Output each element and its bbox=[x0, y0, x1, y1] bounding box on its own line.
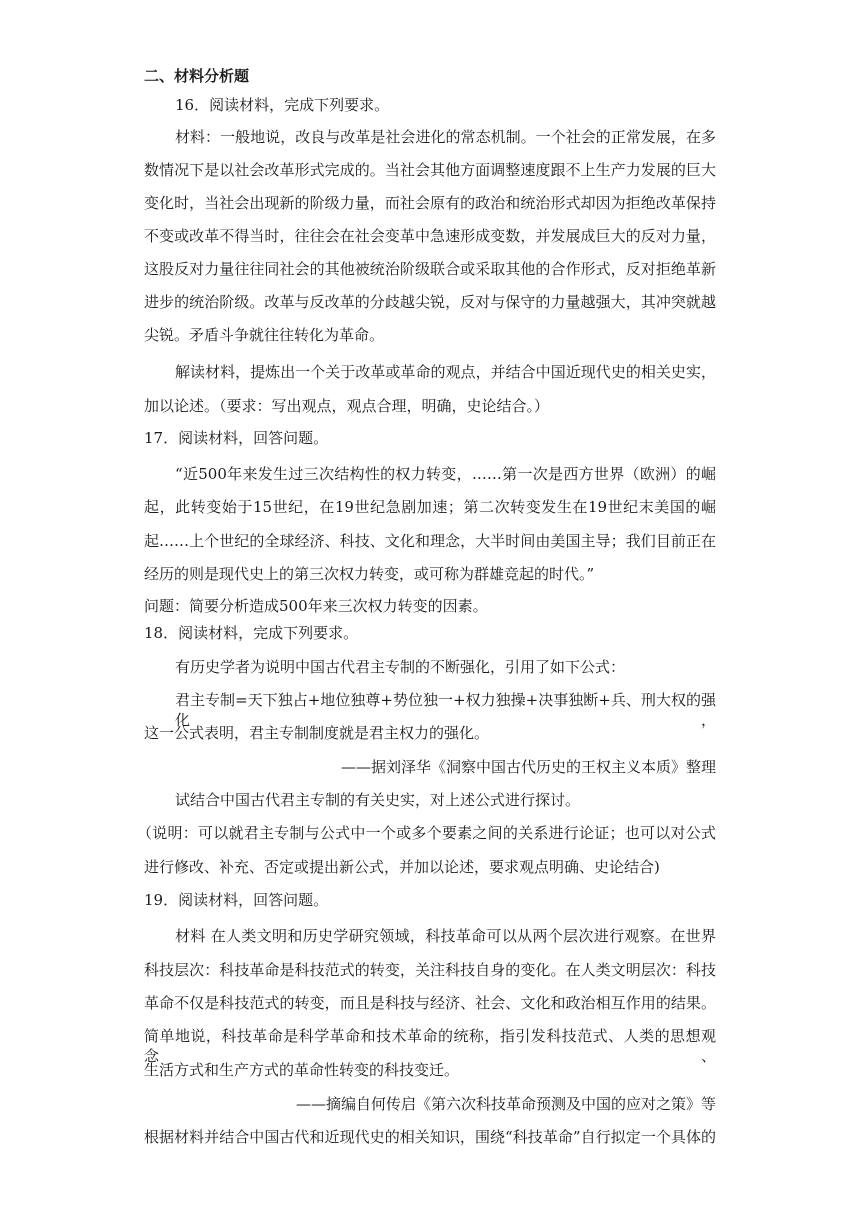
q16-task-line: 解读材料，提炼出一个关于改革或革命的观点，并结合中国近现代史的相关史实， bbox=[175, 363, 716, 381]
q17-material-line: 起……上个世纪的全球经济、科技、文化和理念，大半时间由美国主导；我们目前正在 bbox=[144, 532, 716, 550]
q19-source: ——摘编自何传启《第六次科技革命预测及中国的应对之策》等 bbox=[295, 1095, 716, 1113]
q16-material-line: 进步的统治阶级。改革与反改革的分歧越尖锐，反对与保守的力量越强大，其冲突就越 bbox=[144, 293, 716, 311]
q17-prompt: 17．阅读材料，回答问题。 bbox=[144, 429, 329, 447]
q16-material-line: 材料：一般地说，改良与改革是社会进化的常态机制。一个社会的正常发展，在多 bbox=[175, 128, 716, 146]
q17-material-line: “近500年来发生过三次结构性的权力转变，……第一次是西方世界（欧洲）的崛 bbox=[175, 465, 716, 483]
q19-material-line: 简单地说，科技革命是科学革命和技术革命的统称，指引发科技范式、人类的思想观念、 bbox=[144, 1027, 716, 1065]
section-heading: 二、材料分析题 bbox=[144, 67, 250, 85]
q16-material-line: 变化时，当社会出现新的阶级力量，而社会原有的政治和统治形式却因为拒绝改革保持 bbox=[144, 194, 716, 212]
q17-material-line: 经历的则是现代史上的第三次权力转变，或可称为群雄竞起的时代。” bbox=[144, 565, 595, 583]
q17-question: 问题：简要分析造成500年来三次权力转变的因素。 bbox=[144, 597, 488, 615]
q18-prompt: 18．阅读材料，完成下列要求。 bbox=[144, 624, 359, 642]
q18-task: 试结合中国古代君主专制的有关史实，对上述公式进行探讨。 bbox=[175, 791, 581, 809]
q16-task-line: 加以论述。（要求：写出观点，观点合理，明确，史论结合。） bbox=[144, 397, 550, 415]
q17-material-line: 起，此转变始于15世纪，在19世纪急剧加速；第二次转变发生在19世纪末美国的崛 bbox=[144, 498, 716, 516]
q18-formula-line: 这一公式表明，君主专制制度就是君主权力的强化。 bbox=[144, 724, 490, 742]
q19-material-line: 生活方式和生产方式的革命性转变的科技变迁。 bbox=[144, 1061, 460, 1079]
q18-note-line: （说明：可以就君主专制与公式中一个或多个要素之间的关系进行论证；也可以对公式 bbox=[137, 824, 716, 842]
q18-note-line: 进行修改、补充、否定或提出新公式，并加以论述，要求观点明确、史论结合) bbox=[144, 858, 660, 876]
q19-task: 根据材料并结合中国古代和近现代史的相关知识，围绕“科技革命”自行拟定一个具体的 bbox=[144, 1128, 716, 1146]
q19-material-line: 材料 在人类文明和历史学研究领域，科技革命可以从两个层次进行观察。在世界 bbox=[175, 927, 716, 945]
q18-source: ——据刘泽华《洞察中国古代历史的王权主义本质》整理 bbox=[340, 758, 716, 776]
q16-material-line: 数情况下是以社会改革形式完成的。当社会其他方面调整速度跟不上生产力发展的巨大 bbox=[144, 161, 716, 179]
q19-prompt: 19．阅读材料，回答问题。 bbox=[144, 891, 329, 909]
q19-material-line: 革命不仅是科技范式的转变，而且是科技与经济、社会、文化和政治相互作用的结果。 bbox=[144, 994, 716, 1012]
q16-material-line: 这股反对力量往往同社会的其他被统治阶级联合或采取其他的合作形式，反对拒绝革新 bbox=[144, 260, 716, 278]
q16-material-line: 尖锐。矛盾斗争就往往转化为革命。 bbox=[144, 326, 385, 344]
q19-material-line: 科技层次：科技革命是科技范式的转变，关注科技自身的变化。在人类文明层次：科技 bbox=[144, 961, 716, 979]
q16-material-line: 不变或改革不得当时，往往会在社会变革中急速形成变数，并发展成巨大的反对力量， bbox=[144, 227, 716, 245]
q18-intro: 有历史学者为说明中国古代君主专制的不断强化，引用了如下公式： bbox=[175, 658, 626, 676]
q18-formula-line: 君主专制=天下独占+地位独尊+势位独一+权力独操+决事独断+兵、刑大权的强化， bbox=[175, 691, 716, 729]
q16-prompt: 16．阅读材料，完成下列要求。 bbox=[175, 96, 390, 114]
